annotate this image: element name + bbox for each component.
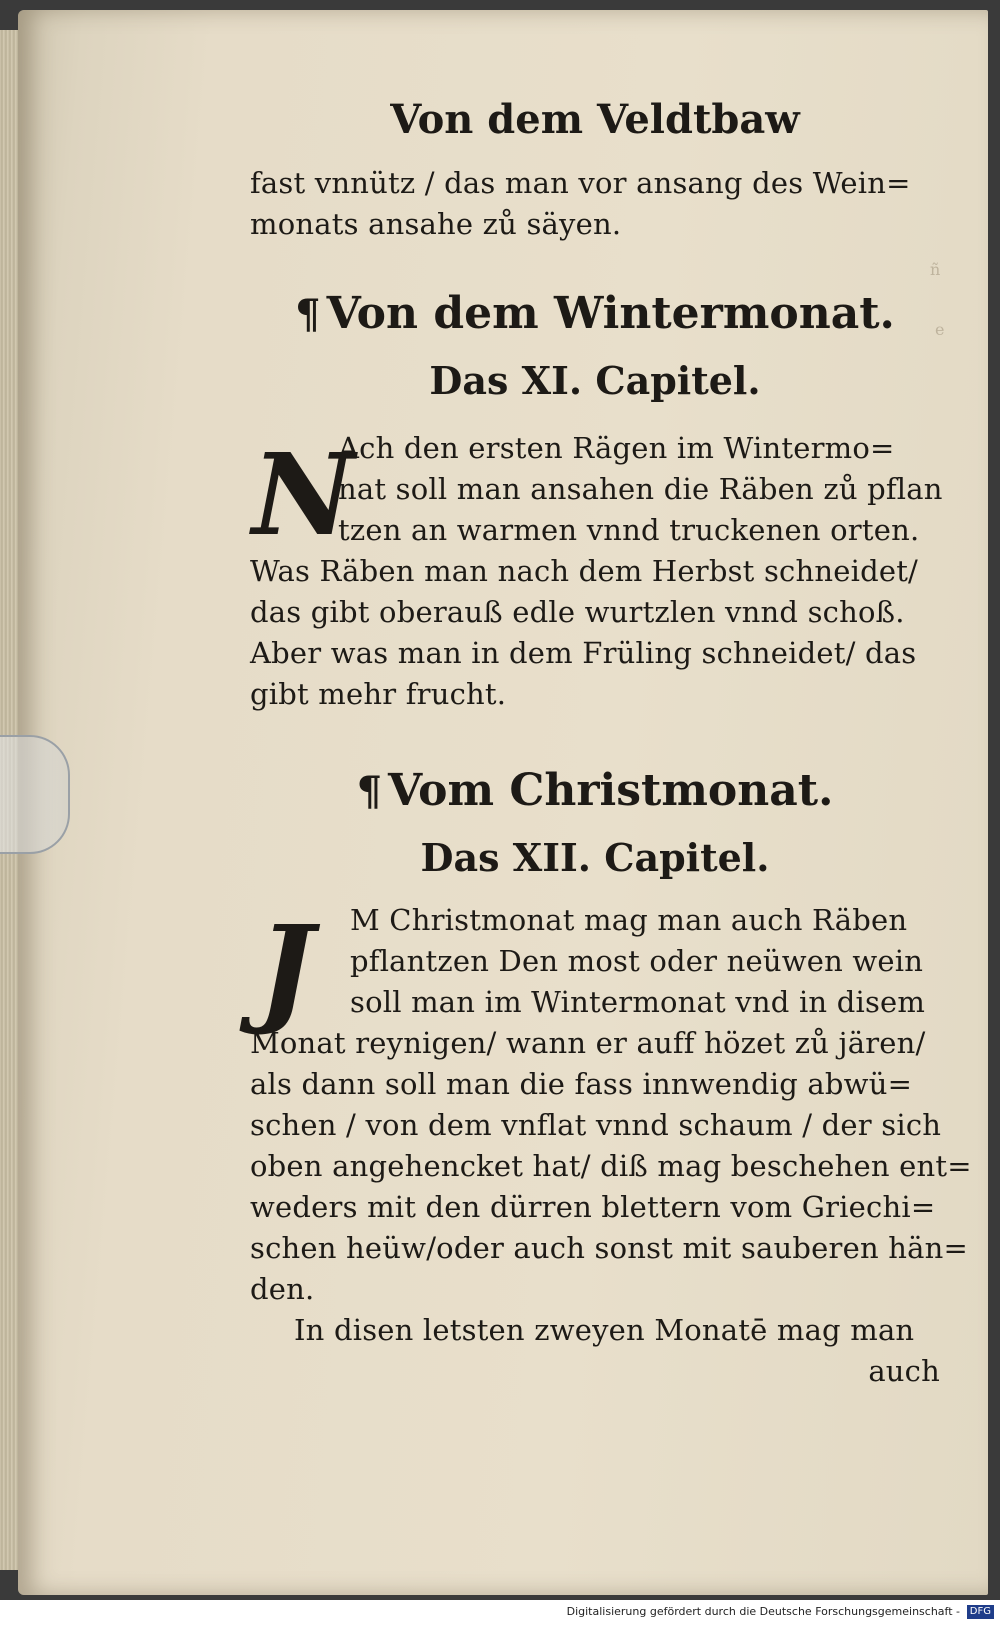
page-clip	[0, 735, 70, 854]
section-paragraph	[250, 428, 943, 715]
chapter-heading: Das XI. Capitel.	[429, 358, 761, 403]
text-line: weders mit den dürren blettern vom Griechi=	[250, 1190, 936, 1224]
text-line: als dann soll man die fass innwendig abwü=	[250, 1067, 913, 1101]
bleed-through-mark: e	[935, 320, 945, 339]
drop-initial: J	[258, 899, 314, 1038]
text-line: Monat reynigen/ wann er auff hözet zů jären/	[250, 1026, 926, 1060]
text-line: nat soll man ansahen die Räben zů pflan	[338, 472, 943, 506]
catchword: auch	[868, 1354, 940, 1388]
intro-paragraph	[250, 163, 940, 245]
text-line: Was Räben man nach dem Herbst schneidet/	[250, 554, 919, 588]
dfg-logo: DFG	[967, 1605, 994, 1619]
pilcrow-mark: ¶	[295, 291, 321, 338]
text-line: soll man im Wintermonat vnd in disem	[350, 985, 926, 1019]
text-line: Aber was man in dem Früling schneidet/ das	[250, 636, 917, 670]
text-line: gibt mehr frucht.	[250, 677, 507, 711]
text-line: schen / von dem vnflat vnnd schaum / der sich	[250, 1108, 942, 1142]
section-title	[250, 288, 940, 339]
text-line: monats ansahe zů säyen.	[250, 207, 622, 241]
bleed-through-mark: ñ	[930, 260, 941, 279]
running-head: Von dem Veldtbaw	[390, 96, 800, 143]
footer-credit: Digitalisierung gefördert durch die Deutsche Forschungsgemeinschaft -	[566, 1605, 960, 1618]
text-line: tzen an warmen vnnd truckenen orten.	[338, 513, 920, 547]
text-line: oben angehencket hat/ diß mag beschehen ent=	[250, 1149, 972, 1183]
text-line: fast vnnütz / das man vor ansang des Wein=	[250, 166, 911, 200]
text-line: den.	[250, 1272, 315, 1306]
drop-initial: N	[252, 430, 355, 561]
text-line: In disen letsten zweyen Monatē mag man	[294, 1313, 915, 1347]
text-line: schen heüw/oder auch sonst mit sauberen hän=	[250, 1231, 968, 1265]
text-line: Ach den ersten Rägen im Wintermo=	[338, 431, 895, 465]
text-line: M Christmonat mag man auch Räben	[350, 903, 908, 937]
section-paragraph	[250, 900, 972, 1392]
pilcrow-mark: ¶	[356, 768, 383, 815]
section-title-text: Vom Christmonat.	[388, 765, 834, 816]
chapter-heading: Das XII. Capitel.	[420, 835, 770, 880]
section-title-text: Von dem Wintermonat.	[326, 288, 895, 339]
text-line: das gibt oberauß edle wurtzlen vnnd schoß.	[250, 595, 905, 629]
footer-bar	[0, 1600, 1000, 1625]
text-line: pflantzen Den most oder neüwen wein	[350, 944, 924, 978]
section-title	[250, 765, 940, 816]
